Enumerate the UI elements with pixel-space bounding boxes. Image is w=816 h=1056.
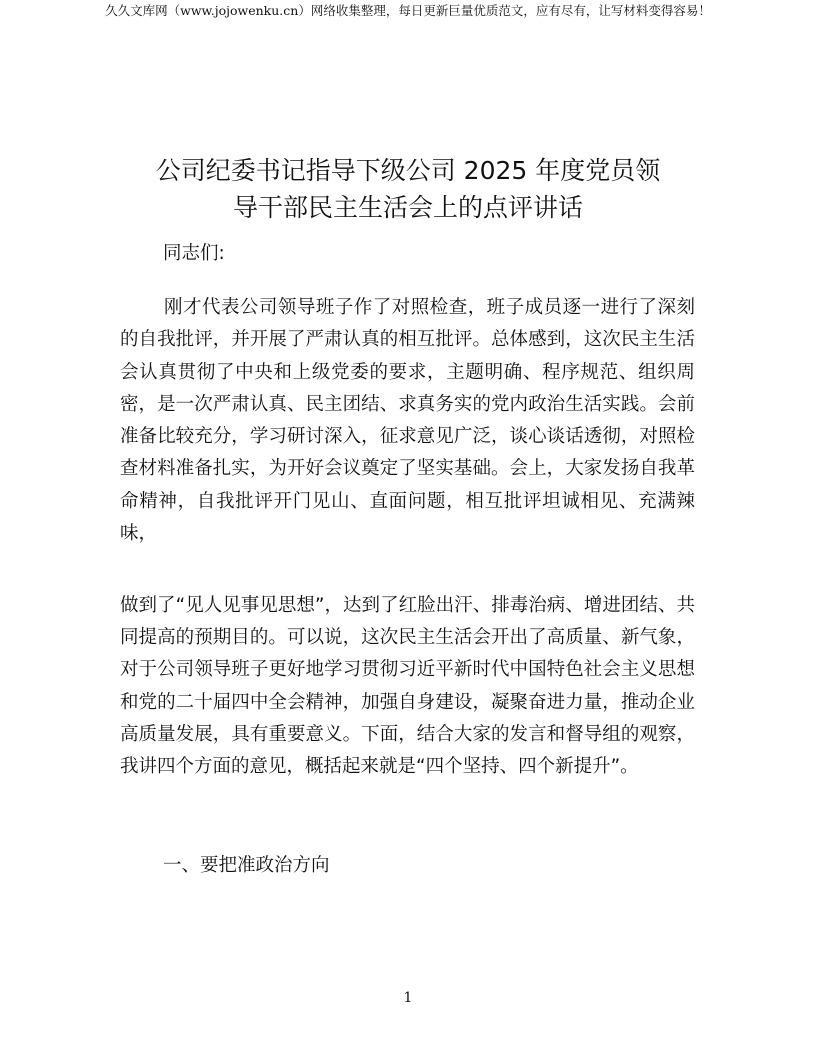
header-note: 久久文库网（www.jojowenku.cn）网络收集整理，每日更新巨量优质范文，应有尽有，让写材料变得容易！	[105, 3, 711, 18]
section-heading-1: 一、要把准政治方向	[163, 855, 330, 876]
salutation: 同志们:	[163, 243, 225, 264]
page-number: 1	[403, 990, 413, 1006]
document-title	[100, 152, 716, 226]
body-paragraph-1: 刚才代表公司领导班子作了对照检查，班子成员逐一进行了深刻的自我批评，并开展了严肃认真的相互批评。总体感到，这次民主生活会认真贯彻了中央和上级党委的要求，主题明确、程序规范、组织周密，是一次严肃认真、民主团结、求真务实的党内政治生活实践。会前准备比较充分，学习研讨深入，征求意见广泛，谈心谈话透彻，对照检查材料准备扎实，为开好会议奠定了坚实基础。会上，大家发扬自我革命精神，自我批评开门见山、直面问题，相互批评坦诚相见、充满辣味，	[120, 297, 695, 545]
title-line-2: 导干部民主生活会上的点评讲话	[232, 193, 583, 222]
title-line-1: 公司纪委书记指导下级公司 2025 年度党员领	[155, 156, 661, 185]
body-paragraph-2: 做到了“见人见事见思想”，达到了红脸出汗、排毒治病、增进团结、共同提高的预期目的。可以说，这次民主生活会开出了高质量、新气象，对于公司领导班子更好地学习贯彻习近平新时代中国特色社会主义思想和党的二十届四中全会精神，加强自身建设，凝聚奋进力量，推动企业高质量发展，具有重要意义。下面，结合大家的发言和督导组的观察，我讲四个方面的意见，概括起来就是“四个坚持、四个新提升”。	[120, 595, 695, 778]
